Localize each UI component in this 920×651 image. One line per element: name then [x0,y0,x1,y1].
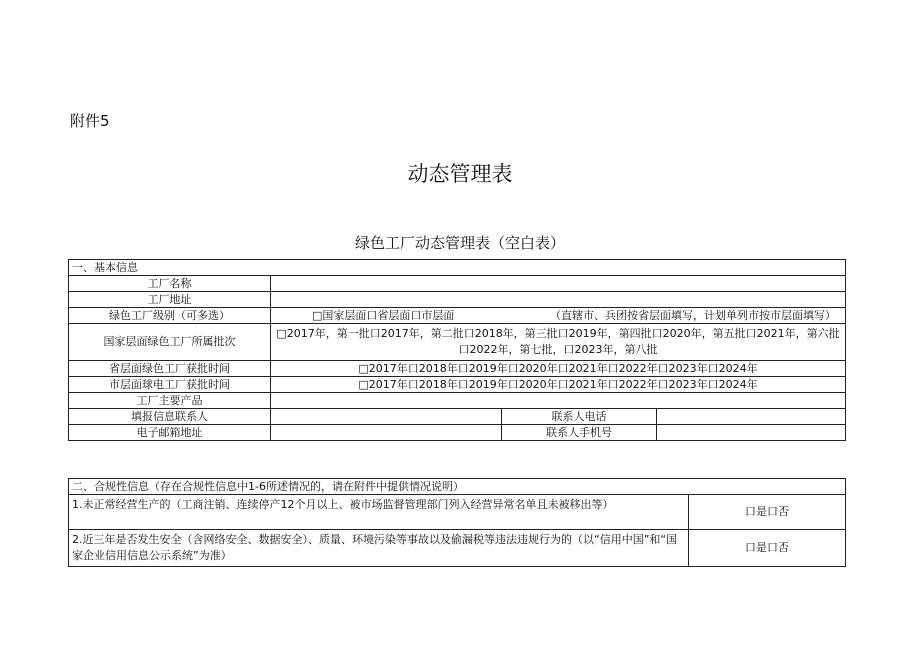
province-approval-options[interactable]: □2017年口2018年口2019年口2020年口2021年口2022年口2023年口2024年 [271,361,846,377]
province-approval-label: 省层面绿色工厂获批时间 [69,361,271,377]
compliance-section-title: 二、合规性信息（存在合规性信息中1-6所述情况的，请在附件中提供情况说明） [69,479,846,495]
page-title: 动态管理表 [407,162,513,186]
level-label: 绿色工厂级别（可多选） [69,308,271,324]
factory-address-field[interactable] [271,292,846,308]
batch-options[interactable]: □2017年，第一批口2017年，第二批口2018年，第三批口2019年，第四批口2020年，第五批口2021年，第六批口2022年，第七批，口2023年，第八批 [271,324,846,361]
factory-name-field[interactable] [271,276,846,292]
factory-name-label: 工厂名称 [69,276,271,292]
phone-field[interactable] [657,409,846,425]
contact-field[interactable] [271,409,502,425]
table-subtitle: 绿色工厂动态管理表（空白表） [354,234,565,252]
compliance-choice[interactable]: 口是口否 [689,530,846,567]
basic-section-title: 一、基本信息 [69,260,846,276]
level-options[interactable] [271,308,846,324]
compliance-item: 2.近三年是否发生安全（含网络安全、数据安全）、质量、环境污染等事故以及偷漏税等违法违规行为的（以“信用中国”和“国家企业信用信息公示系统”为准） [69,530,689,567]
basic-info-table [68,259,846,441]
attachment-label: 附件5 [70,112,110,130]
email-field[interactable] [271,425,502,441]
mobile-label: 联系人手机号 [502,425,657,441]
city-approval-options[interactable]: □2017年口2018年口2019年口2020年口2021年口2022年口2023年口2024年 [271,377,846,393]
factory-address-label: 工厂地址 [69,292,271,308]
contact-label: 填报信息联系人 [69,409,271,425]
email-label: 电子邮箱地址 [69,425,271,441]
phone-label: 联系人电话 [502,409,657,425]
level-note: （直辖市、兵团按省层面填写，计划单列市按市层面填写） [550,308,836,322]
compliance-choice[interactable]: 口是口否 [689,495,846,530]
compliance-table [68,478,846,567]
main-products-label: 工厂主要产品 [69,393,271,409]
compliance-item: 1.未正常经营生产的（工商注销、连续停产12个月以上、被市场监督管理部门列入经营异常名单且未被移出等） [69,495,689,530]
mobile-field[interactable] [657,425,846,441]
level-options-text[interactable]: □国家层面口省层面口市层面 [312,308,455,322]
main-products-field[interactable] [271,393,846,409]
batch-label: 国家层面绿色工厂所属批次 [69,324,271,361]
city-approval-label: 市层面球电工厂获批时间 [69,377,271,393]
